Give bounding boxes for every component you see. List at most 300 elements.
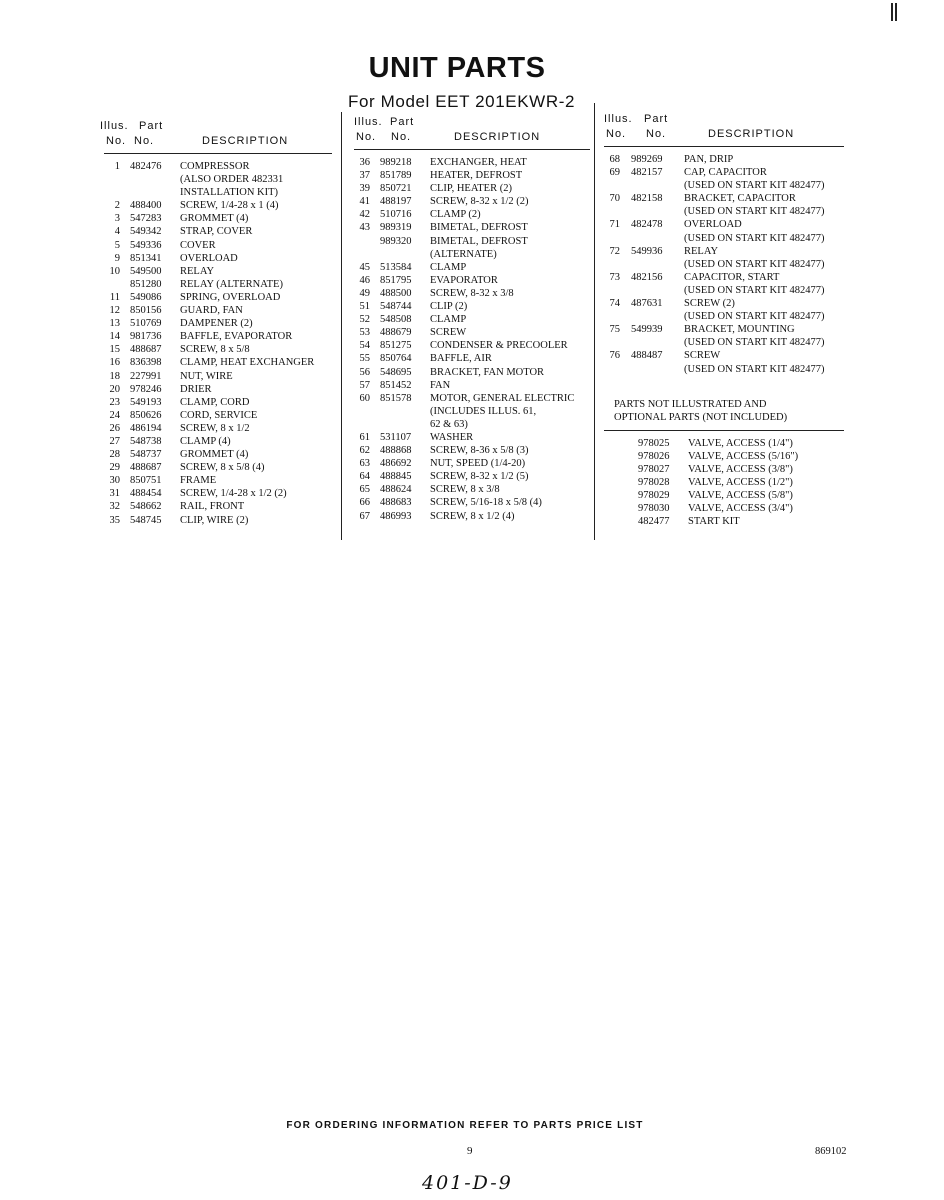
parts-row [104,225,332,238]
parts-row [104,461,332,474]
part-description: (USED ON START KIT 482477) [684,284,825,296]
part-description: VALVE, ACCESS (3/8") [688,463,793,475]
part-number: 549939 [631,324,663,336]
parts-row [354,339,590,352]
header-description: DESCRIPTION [454,131,541,143]
part-number: 989319 [380,222,412,234]
part-number: 487631 [631,298,663,310]
part-number: 513584 [380,261,412,273]
part-description: NUT, WIRE [180,370,233,382]
part-description: CLIP (2) [430,301,468,313]
part-description: SCREW, 8-36 x 5/8 (3) [430,445,529,457]
illus-number: 16 [109,357,120,369]
part-number: 978025 [638,437,670,449]
part-number: 488868 [380,445,412,457]
part-description: SCREW, 8-32 x 3/8 [430,287,514,299]
header-part: Part [390,116,415,128]
part-description: BRACKET, CAPACITOR [684,193,796,205]
part-description: RELAY [180,265,215,277]
part-description: 62 & 63) [430,418,468,430]
parts-row [104,265,332,278]
parts-row [604,336,844,349]
part-number: 488687 [130,344,162,356]
part-description: SCREW, 8 x 1/2 [180,422,250,434]
part-description: CAPACITOR, START [684,271,780,283]
parts-row [604,258,844,271]
illus-number: 74 [609,298,620,310]
part-description: SPRING, OVERLOAD [180,291,281,303]
parts-row [354,326,590,339]
parts-row [604,192,844,205]
illus-number: 14 [109,331,120,343]
part-description: GROMMET (4) [180,449,249,461]
parts-row [104,409,332,422]
parts-row [354,510,590,523]
part-number: 488487 [631,350,663,362]
parts-column-2 [354,116,590,523]
part-number: 548662 [130,501,162,513]
part-description: (USED ON START KIT 482477) [684,337,825,349]
part-number: 227991 [130,370,162,382]
illus-number: 32 [109,501,120,513]
document-code: 869102 [815,1146,847,1157]
part-description: MOTOR, GENERAL ELECTRIC [430,392,575,404]
illus-number: 41 [359,196,370,208]
part-number: 850626 [130,409,162,421]
illus-number: 62 [359,445,370,457]
parts-row [354,431,590,444]
illus-number: 57 [359,379,370,391]
part-description: INSTALLATION KIT) [180,187,279,199]
part-description: CLIP, WIRE (2) [180,514,249,526]
illus-number: 35 [109,514,120,526]
part-number: 482158 [631,193,663,205]
part-description: SCREW, 8 x 5/8 [180,344,250,356]
part-number: 989269 [631,154,663,165]
part-number: 486194 [130,422,162,434]
part-description: CONDENSER & PRECOOLER [430,340,568,352]
illus-number: 10 [109,265,120,277]
parts-list [354,156,590,523]
parts-row [604,271,844,284]
part-number: 851795 [380,274,412,286]
page-number: 9 [467,1145,473,1157]
parts-list [604,153,844,376]
illus-number: 36 [359,157,370,168]
parts-row [604,284,844,297]
part-description: VALVE, ACCESS (1/4") [688,437,793,449]
part-description: (USED ON START KIT 482477) [684,258,825,270]
part-description: GROMMET (4) [180,213,249,225]
part-number: 548737 [130,449,162,461]
part-number: 488624 [380,484,412,496]
header-part: Part [139,120,164,132]
illus-number: 65 [359,484,370,496]
part-description: DAMPENER (2) [180,318,253,330]
header-rule [104,153,332,154]
parts-row [354,379,590,392]
illus-number: 66 [359,497,370,509]
parts-row [354,444,590,457]
optional-parts-row [604,450,844,463]
part-description: (USED ON START KIT 482477) [684,232,825,244]
part-description: RELAY [684,245,719,257]
part-description: START KIT [688,516,740,528]
part-description: SCREW, 8-32 x 1/2 (2) [430,196,529,208]
part-number: 850156 [130,305,162,317]
illus-number: 4 [114,226,120,238]
part-description: RAIL, FRONT [180,501,245,513]
illus-number: 11 [109,291,120,303]
header-part-no: No. [391,131,412,143]
parts-row [104,278,332,291]
parts-row [104,356,332,369]
part-number: 548695 [380,366,412,378]
part-number: 851341 [130,252,162,264]
parts-row [604,310,844,323]
illus-number: 71 [609,219,620,231]
part-number: 486692 [380,458,412,470]
illus-number: 49 [359,287,370,299]
part-description: SCREW, 8 x 5/8 (4) [180,462,265,474]
parts-row [354,248,590,261]
parts-row [604,205,844,218]
part-number: 548738 [130,435,162,447]
part-description: (USED ON START KIT 482477) [684,180,825,192]
illus-number: 39 [359,183,370,195]
parts-row [104,435,332,448]
header-part-no: No. [646,128,667,140]
part-number: 549500 [130,265,162,277]
part-description: OVERLOAD [180,252,238,264]
parts-row [104,252,332,265]
parts-row [104,239,332,252]
handwritten-note: 401-D-9 [422,1172,513,1194]
optional-parts-row [604,515,844,528]
header-illus: Illus. [604,113,633,125]
parts-row [604,245,844,258]
part-description: GUARD, FAN [180,305,243,317]
header-no: No. [106,135,127,147]
illus-number: 60 [359,392,370,404]
part-description: CAP, CAPACITOR [684,167,767,179]
illus-number: 73 [609,271,620,283]
illus-number: 18 [109,370,120,382]
parts-row [354,352,590,365]
parts-row [354,392,590,405]
part-description: VALVE, ACCESS (5/16") [688,450,799,462]
parts-row [354,221,590,234]
parts-row [354,235,590,248]
optional-parts-heading [604,398,844,424]
illus-number: 3 [114,213,120,225]
parts-row [354,483,590,496]
part-description: PAN, DRIP [684,154,734,165]
parts-row [104,370,332,383]
corner-mark [890,3,898,21]
optional-heading-line: OPTIONAL PARTS (NOT INCLUDED) [614,411,788,423]
part-number: 851578 [380,392,412,404]
part-number: 510716 [380,209,412,221]
part-description: FAN [430,379,451,391]
parts-row [354,366,590,379]
optional-parts-row [604,437,844,450]
header-illus: Illus. [100,120,129,132]
part-number: 482156 [631,271,663,283]
header-no: No. [356,131,377,143]
header-rule [354,149,590,150]
illus-number: 28 [109,449,120,461]
part-description: VALVE, ACCESS (3/4") [688,503,793,515]
optional-parts-row [604,463,844,476]
part-number: 510769 [130,318,162,330]
illus-number: 20 [109,383,120,395]
illus-number: 51 [359,301,370,313]
illus-number: 46 [359,274,370,286]
part-number: 488500 [380,287,412,299]
part-number: 850764 [380,353,412,365]
part-description: DRIER [180,383,212,395]
part-number: 836398 [130,357,162,369]
part-description: CLAMP, HEAT EXCHANGER [180,357,315,369]
part-description: CLAMP [430,261,467,273]
part-description: BRACKET, FAN MOTOR [430,366,545,378]
parts-row [104,422,332,435]
illus-number: 5 [114,239,120,251]
part-description: SCREW, 5/16-18 x 5/8 (4) [430,497,542,509]
parts-row [354,169,590,182]
part-description: VALVE, ACCESS (5/8") [688,489,793,501]
parts-row [354,405,590,418]
parts-row [604,153,844,166]
part-description: BIMETAL, DEFROST [430,222,528,234]
parts-row [104,330,332,343]
part-description: CLAMP, CORD [180,396,250,408]
part-number: 482477 [638,516,670,528]
part-description: CLAMP [430,314,467,326]
parts-row [604,179,844,192]
part-description: SCREW, 8 x 1/2 (4) [430,510,515,522]
illus-number: 42 [359,209,370,221]
parts-row [354,287,590,300]
parts-row [104,514,332,527]
part-description: SCREW [684,350,721,362]
part-number: 482476 [130,161,162,172]
part-description: HEATER, DEFROST [430,170,523,182]
parts-row [104,383,332,396]
header-illus: Illus. [354,116,383,128]
parts-row [354,418,590,431]
part-description: BAFFLE, AIR [430,353,492,365]
part-number: 851275 [380,340,412,352]
part-description: SCREW [430,327,467,339]
illus-number: 52 [359,314,370,326]
parts-row [354,208,590,221]
illus-number: 54 [359,340,370,352]
part-number: 549193 [130,396,162,408]
part-number: 989218 [380,157,412,168]
part-description: NUT, SPEED (1/4-20) [430,458,526,470]
part-number: 851280 [130,278,162,290]
part-description: WASHER [430,431,474,443]
part-number: 978026 [638,450,670,462]
parts-row [104,186,332,199]
part-number: 548745 [130,514,162,526]
illus-number: 67 [359,510,370,522]
part-number: 978027 [638,463,670,475]
part-number: 978030 [638,503,670,515]
parts-row [104,160,332,173]
part-description: BIMETAL, DEFROST [430,235,528,247]
part-description: SCREW, 1/4-28 x 1/2 (2) [180,488,287,500]
part-number: 549342 [130,226,162,238]
part-description: OVERLOAD [684,219,742,231]
parts-row [604,363,844,376]
parts-row [354,300,590,313]
model-subtitle: For Model EET 201EKWR-2 [348,92,576,111]
part-number: 488197 [380,196,412,208]
part-number: 482478 [631,219,663,231]
parts-row [104,343,332,356]
illus-number: 24 [109,409,120,421]
illus-number: 55 [359,353,370,365]
part-number: 548508 [380,314,412,326]
part-number: 482157 [631,167,663,179]
parts-row [354,470,590,483]
parts-row [104,448,332,461]
parts-row [104,474,332,487]
header-part-no: No. [134,135,155,147]
illus-number: 1 [114,161,120,172]
part-description: CLAMP (4) [180,435,231,447]
part-description: SCREW, 8 x 3/8 [430,484,500,496]
part-description: RELAY (ALTERNATE) [180,278,283,290]
parts-row [104,212,332,225]
parts-row [104,291,332,304]
column-header [604,113,844,145]
illus-number: 29 [109,462,120,474]
part-number: 488454 [130,488,162,500]
illus-number: 56 [359,366,370,378]
optional-parts-row [604,489,844,502]
parts-column-1 [100,120,332,527]
part-number: 549336 [130,239,162,251]
illus-number: 45 [359,261,370,273]
parts-row [354,313,590,326]
illus-number: 68 [609,154,620,165]
parts-list [104,160,332,527]
optional-rule [604,430,844,431]
column-divider-1 [341,112,342,540]
part-number: 978246 [130,383,162,395]
part-number: 851789 [380,170,412,182]
part-description: (USED ON START KIT 482477) [684,363,825,375]
parts-row [354,182,590,195]
parts-row [604,323,844,336]
illus-number: 37 [359,170,370,182]
column-divider-2 [594,103,595,540]
illus-number: 75 [609,324,620,336]
part-number: 978028 [638,476,670,488]
part-description: SCREW (2) [684,298,735,310]
illus-number: 69 [609,167,620,179]
illus-number: 43 [359,222,370,234]
illus-number: 9 [114,252,120,264]
illus-number: 76 [609,350,620,362]
part-description: (USED ON START KIT 482477) [684,311,825,323]
part-number: 978029 [638,489,670,501]
part-description: (USED ON START KIT 482477) [684,206,825,218]
part-number: 548744 [380,301,412,313]
optional-parts-list [604,437,844,529]
parts-row [354,457,590,470]
part-number: 547283 [130,213,162,225]
part-number: 851452 [380,379,412,391]
parts-row [104,487,332,500]
parts-row [604,297,844,310]
part-description: CLIP, HEATER (2) [430,183,512,195]
part-description: BAFFLE, EVAPORATOR [180,331,293,343]
optional-parts-row [604,502,844,515]
part-description: VALVE, ACCESS (1/2") [688,476,793,488]
part-description: (ALSO ORDER 482331 [180,174,284,186]
part-description: BRACKET, MOUNTING [684,324,795,336]
part-number: 488687 [130,462,162,474]
illus-number: 23 [109,396,120,408]
optional-heading-line: PARTS NOT ILLUSTRATED AND [614,398,767,410]
header-rule [604,146,844,147]
parts-row [104,317,332,330]
part-description: SCREW, 1/4-28 x 1 (4) [180,200,279,212]
parts-row [604,218,844,231]
parts-row [104,396,332,409]
illus-number: 61 [359,431,370,443]
part-number: 981736 [130,331,162,343]
illus-number: 31 [109,488,120,500]
part-number: 488683 [380,497,412,509]
illus-number: 2 [114,200,120,212]
illus-number: 53 [359,327,370,339]
parts-row [104,199,332,212]
part-description: EXCHANGER, HEAT [430,157,527,168]
part-number: 989320 [380,235,412,247]
part-description: COVER [180,239,216,251]
part-number: 488400 [130,200,162,212]
parts-row [354,156,590,169]
part-description: CLAMP (2) [430,209,481,221]
parts-row [354,261,590,274]
parts-row [104,500,332,513]
column-header [354,116,590,148]
illus-number: 12 [109,305,120,317]
part-number: 488679 [380,327,412,339]
parts-row [604,166,844,179]
header-no: No. [606,128,627,140]
parts-row [354,195,590,208]
parts-row [354,274,590,287]
parts-row [104,173,332,186]
illus-number: 70 [609,193,620,205]
illus-number: 13 [109,318,120,330]
header-description: DESCRIPTION [202,135,289,147]
optional-parts-row [604,476,844,489]
parts-row [604,232,844,245]
part-description: STRAP, COVER [180,226,253,238]
parts-row [604,349,844,362]
column-header [100,120,332,152]
illus-number: 72 [609,245,620,257]
parts-column-3 [604,113,844,528]
